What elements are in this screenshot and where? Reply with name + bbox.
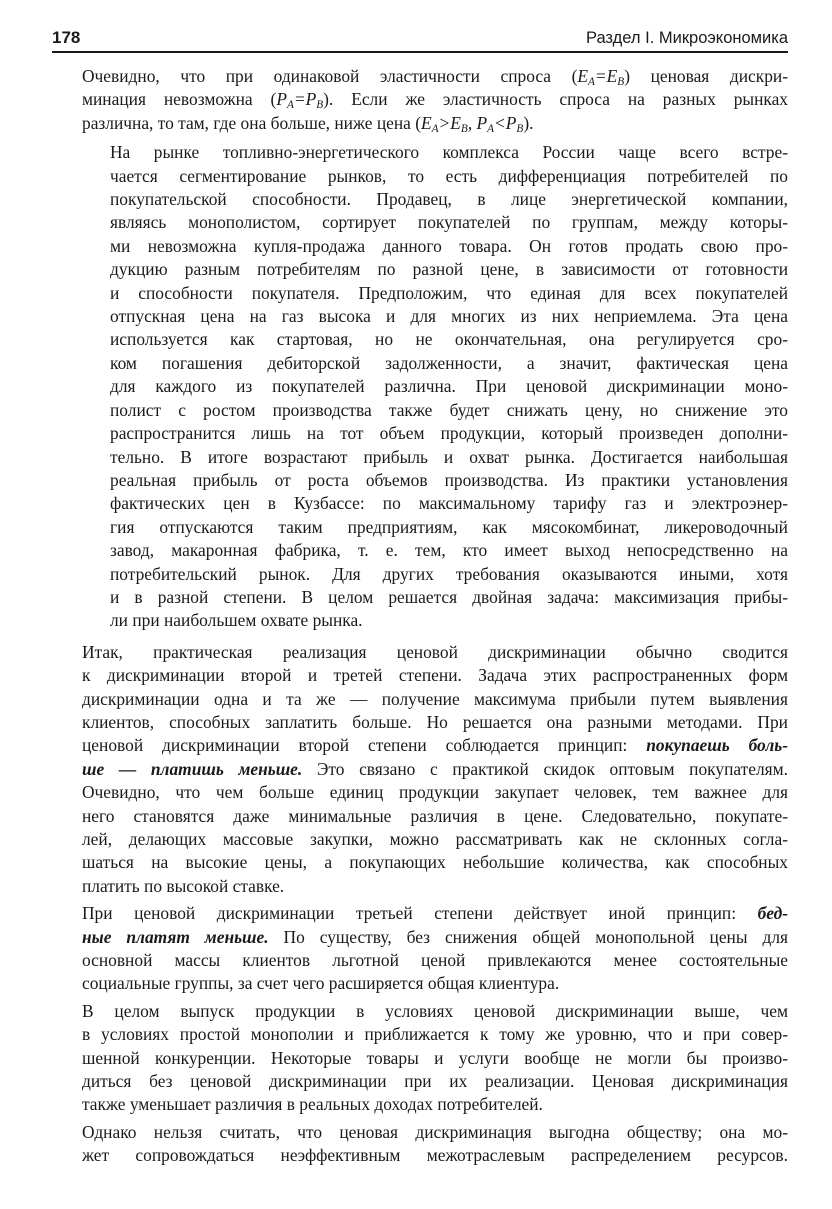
text-line: Однако нельзя считать, что ценовая дискриминация выгодна обществу; она мо- — [82, 1121, 788, 1142]
section-title: Раздел I. Микроэкономика — [585, 29, 788, 47]
text-line: При ценовой дискриминации третьей степени действует иной принцип: бед- — [82, 903, 788, 924]
text-line: полист с ростом производства также будет снижать цену, но снижение это — [110, 399, 788, 420]
example-text — [110, 141, 788, 633]
text-line: ше — платишь меньше. Это связано с практикой скидок оптовым покупателям. — [82, 758, 788, 779]
principle-poor-pay-less-cont: ные платят меньше. — [82, 926, 269, 947]
text-line: ные платят меньше. По существу, без снижения общей монопольной цены для — [82, 926, 788, 947]
text-line: него становятся даже минимальные различия в цене. Следовательно, покупате- — [82, 805, 788, 826]
text-line: Очевидно, что чем больше единиц продукции закупает человек, тем важнее для — [82, 782, 788, 803]
example-box-energy-market — [110, 141, 788, 633]
text-line: используется как стартовая, но не окончательная, она регулируется сро- — [110, 329, 788, 350]
page-body — [52, 65, 788, 1168]
text-line: завод, макаронная фабрика, т. е. тем, кто имеет выход непосредственно на — [110, 540, 788, 561]
text-line: Очевидно, что при одинаковой эластичности спроса $(E_A=E_B)$ ценовая дискри- — [82, 66, 788, 88]
formula-ea-gt-eb: $E_A>E_B$, $P_A<P_B$ — [421, 112, 524, 135]
text-line: ли при наибольшем охвате рынка. — [110, 610, 363, 631]
text-line: платить по высокой ставке. — [82, 875, 285, 896]
paragraph-inefficiency — [52, 1121, 788, 1168]
text-line: являясь монополистом, сортирует покупателей по группам, между которы- — [110, 212, 788, 233]
text-line: Итак, практическая реализация ценовой дискриминации обычно сводится — [82, 641, 788, 662]
principle-poor-pay-less: бед- — [757, 903, 788, 924]
text-line: в условиях простой монополии и приближается к тому же уровню, что и при совер- — [82, 1024, 788, 1045]
text-line: основной массы клиентов льготной ценой привлекаются менее состоятельные — [82, 950, 788, 971]
text-line: минация невозможна $(P_A=P_B)$. Если же эластичность спроса на разных рынках — [82, 89, 788, 112]
text-line: к дискриминации второй и третей степени. Задача этих распространенных форм — [82, 665, 788, 686]
text-line: чается сегментирование рынков, то есть дифференциация потребителей по — [110, 165, 788, 186]
paragraph-second-third-degree — [52, 641, 788, 898]
text-line: распространится лишь на тот объем продукции, который произведен дополни- — [110, 423, 788, 444]
paragraph-elasticity — [52, 65, 788, 135]
text-line: фактических цен в Кузбассе: по максимальному тарифу газ и электроэнер- — [110, 493, 788, 514]
principle-buy-more: покупаешь боль- — [646, 735, 788, 756]
text-line: В целом выпуск продукции в условиях ценовой дискриминации выше, чем — [82, 1000, 788, 1021]
text-line: диться без ценовой дискриминации при их реализации. Ценовая дискриминация — [82, 1071, 788, 1092]
text-line: отпускная цена на газ высока и для многих из них неприемлема. Эта цена — [110, 306, 788, 327]
text-line: и в разной степени. В целом решается двойная задача: максимизация прибы- — [110, 586, 788, 607]
text-line: реальная прибыль от роста объемов производства. Из практики установления — [110, 469, 788, 490]
text-line: потребительский рынок. Для других требования оказываются иными, хотя — [110, 563, 788, 584]
text-line: гия отпускаются таким предприятиям, как мясокомбинат, ликероводочный — [110, 516, 788, 537]
paragraph-output-summary — [52, 1000, 788, 1117]
text-line: ком погашения дебиторской задолженности, а значит, фактическая цена — [110, 352, 788, 373]
text-line: социальные группы, за счет чего расширяется общая клиентура. — [82, 973, 560, 994]
text-line: и способности покупателя. Предположим, что единая для всех покупателей — [110, 282, 788, 303]
text-line: ценовой дискриминации второй степени соблюдается принцип: покупаешь боль- — [82, 735, 788, 756]
formula-ea-eq-eb: $E_A=E_B$ — [577, 66, 625, 88]
page-number: 178 — [52, 28, 81, 47]
text-line: различна, то там, где она больше, ниже цена ($E_A>E_B$, $P_A<P_B$). — [82, 112, 534, 135]
text-line: шенной конкуренции. Некоторые товары и услуги вообще не могли бы произво- — [82, 1047, 788, 1068]
text-line: для каждого из покупателей различна. При ценовой дискриминации моно- — [110, 376, 788, 397]
text-line: тельно. В итоге возрастают прибыль и охват рынка. Достигается наибольшая — [110, 446, 788, 467]
principle-pay-less: ше — платишь меньше. — [82, 758, 303, 779]
text-line: клиентов, способных заплатить больше. Но решается она разными методами. При — [82, 711, 788, 732]
text-line: также уменьшает различия в реальных доходах потребителей. — [82, 1094, 543, 1115]
running-header — [52, 22, 788, 53]
text-line: лей, делающих массовые закупки, можно рассматривать как не склонных согла- — [82, 829, 788, 849]
text-line: жет сопровождаться неэффективным межотраслевым распределением ресурсов. — [82, 1145, 788, 1166]
text-line: дискриминации одна и та же — получение максимума прибыли путем выявления — [82, 688, 788, 709]
text-line: шаться на высокие цены, а покупающих небольшие количества, как способных — [82, 852, 788, 873]
paragraph-third-degree — [52, 902, 788, 996]
formula-pa-eq-pb: $P_A=P_B$ — [276, 89, 324, 112]
text-line: дукцию разным потребителям по разной цене, в зависимости от готовности — [110, 259, 788, 280]
text-line: ми невозможна купля-продажа данного товара. Он готов продать свою про- — [110, 235, 788, 256]
text-line: покупательской способности. Продавец, в лице энергетической компании, — [110, 189, 788, 210]
text-line: На рынке топливно-энергетического комплекса России чаще всего встре- — [110, 142, 788, 163]
